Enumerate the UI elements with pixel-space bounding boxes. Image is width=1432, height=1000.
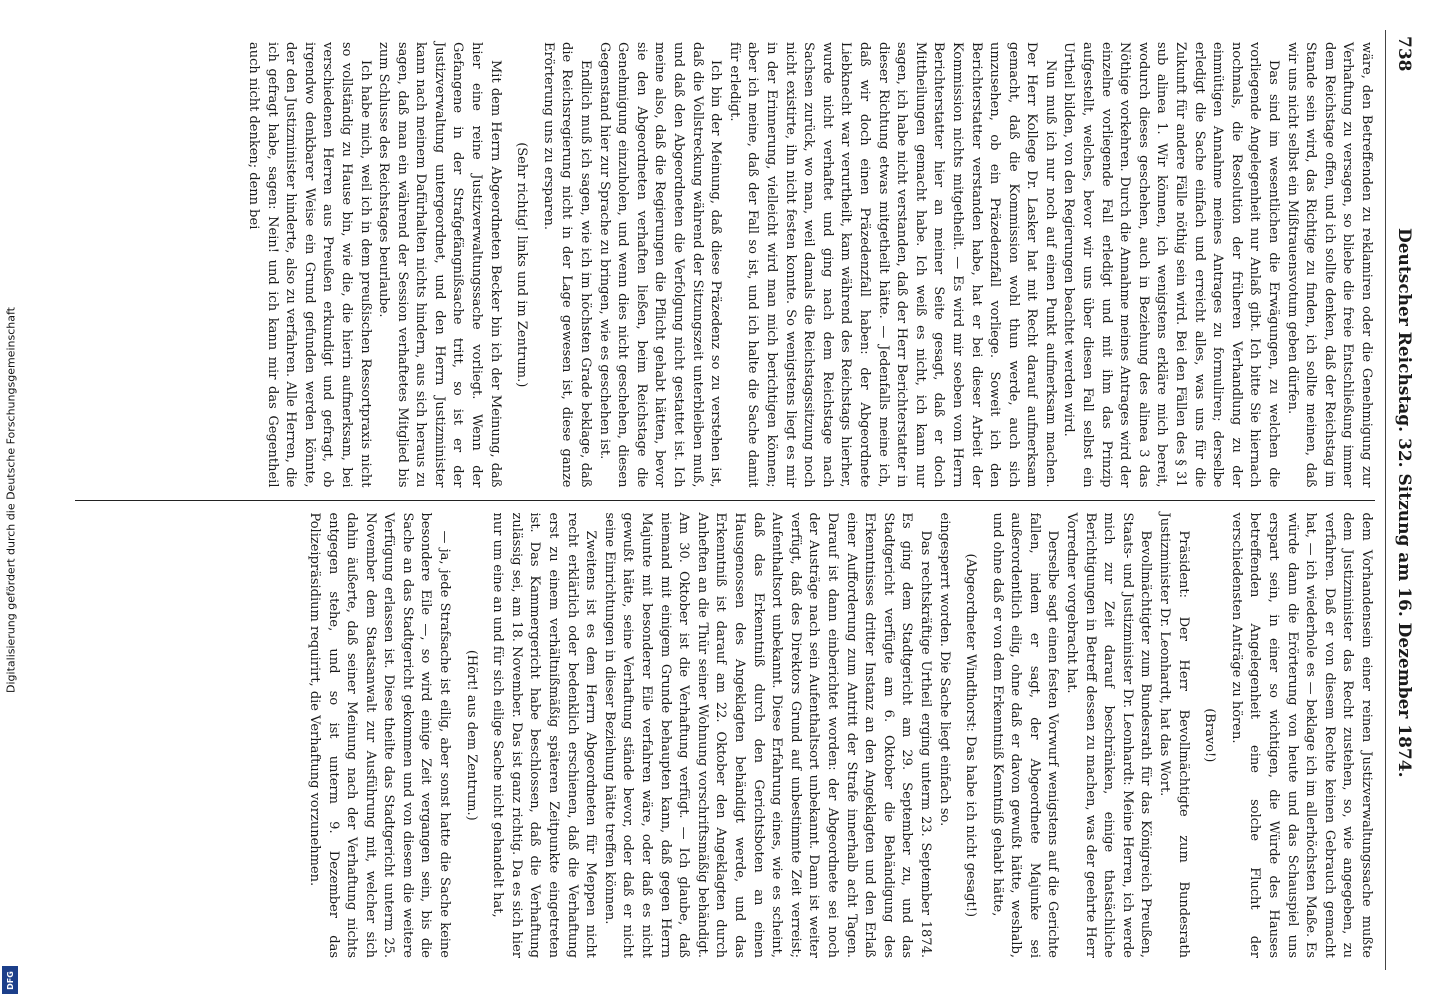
scanned-page [22,0,1432,1000]
paragraph: Das sind im wesentlichen die Erwägungen, zu welchen die vorliegende Angelegenheit nur Anlaß gibt. Ich bitte Sie hiernach nochmals, die Resolution der früheren Verhandlung zu der einmütigen Annahme meines Antrages zu formuliren; derselbe erledigt die Sache einfach und erreicht alles, was uns für die Zukunft für andere Fälle nöthig sein wird. Bei den Fällen des § 31 sub alinea 1. Wir können, ich wenigstens erkläre mich bereit, wodurch dieses geschehen, auch in Beziehung des alinea 3 das Nöthige vorkehren. Durch die Annahme meines Antrages wird der einzelne vorliegende Fall erledigt und mit ihm das Prinzip aufgestellt, welches, bevor wir uns über diesen Fall selbst ein Urtheil bilden, von den Regierungen beachtet werden wird. [1061,42,1282,488]
digitization-credit-text: Digitalisierung gefördert durch die Deutsche Forschungsgemeinschaft [4,307,18,693]
page-title: Deutscher Reichstag. 32. Sitzung am 16. Dezember 1874. [1394,227,1414,778]
paragraph: eingesperrt worden. Die Sache liegt einfach so. [936,512,952,827]
dfg-logo-text: DFG [5,970,15,990]
applause-note: (Sehr richtig! links und im Zentrum.) [514,142,530,388]
paragraph: Endlich muß ich sagen, wie ich im höchsten Grade beklage, daß die Reichsregierung nicht in der Lage gewesen ist, diese ganze Erörterung uns zu ersparen. [540,42,594,488]
president-paragraph: Präsident: Der Herr Bevollmächtigte zum Bundesrath Justizminister Dr. Leonhardt, hat das Wort. [1157,512,1191,958]
text-columns [75,30,1375,970]
interjection-note: (Abgeordneter Windthorst: Das habe ich nicht gesagt!) [963,553,979,918]
dfg-logo-icon [2,966,18,994]
paragraph: Ich habe mich, weil ich in dem preußischen Ressortpraxis nicht so vollständig zu Hause bin, wie die, die hierin aufmerksam, bei verschiedenen Herren aus Preußen erkundigt und gefragt, ob irgendwo denkbarer Weise ein Grund gefunden werden könnte, der den Justizminister hinderte, also zu verfahren. Alle Herren, die ich gefragt habe, sagen: Nein! und ich kann mir das Gegentheil auch nicht denken; denn bei [245,42,373,488]
interjection-note: (Hört! aus dem Zentrum.) [463,649,479,821]
paragraph: Mit dem Herrn Abgeordneten Becker bin ich der Meinung, daß hier eine reine Justizverwaltungssache vorliegt. Wenn der Gefangene in der Strafgefängnißsache tritt, so ist er der Justizverwaltung untergeordnet, und den Herrn Justizminister kann nach meinem Dafürhalten nichts hindern, aus sich heraus zu sagen, daß man ein während der Session verhaftetes Mitglied bis zum Schlusse des Reichstages beurlaube. [376,42,503,488]
bravo-note: (Bravo!) [1202,708,1218,763]
digitization-credit-strip [0,0,22,1000]
paragraph: Das rechtskräftige Urtheil erging unterm 23. September 1874. Es ging dem Stadtgericht am 29. September zu, und das Stadtgericht verfügte am 6. Oktober die Behändigung des Erkenntnisses dritter Instanz an den Angeklagten und den Erlaß einer Aufforderung zum Antritt der Strafe innerhalb acht Tagen. Darauf ist dann einberichtet worden: der Abgeordnete sei noch der Austräge nach sein Aufenthaltsort unbekannt. Dann ist weiter verfügt, daß des Direktors Grund auf unbestimmte Zeit verreist; Aufenthaltsort unbekannt. Diese Erfahrung eines, wie es scheint, daß das Erkenntniß durch den Gerichtsboten an einen Hausgenossen des Angeklagten behändigt werde, und das Erkenntniß ist darauf am 22. Oktober den Angeklagten durch Anheften an die Thür seiner Wohnung vorschriftsmäßig behändigt. Am 30. Oktober ist die Verhaftung verfügt. — Ich glaube, daß niemand mit einigem Grunde behaupten kann, daß gegen Herrn Majunte mit besonderer Eile verfahren wäre, oder daß es nicht gewußt hätte, seine Verhaftung stände bevor, oder daß er nicht seine Einrichtungen in dieser Beziehung hätte treffen können. [601,512,933,958]
left-column [75,30,1375,500]
paragraph: dem Vorhandensein einer reinen Justizverwaltungssache mußte dem Justizminister das Recht zustehen, so, wie angegeben, zu verfahren. Daß er von diesem Rechte keinen Gebrauch gemacht hat, — ich wiederhole es — beklage ich im allerhöchsten Maße. Es würde dann die Erörterung von heute und das Schauspiel uns erspart sein, in einer so wichtigen, die Würde des Hauses betreffenden Angelegenheit eine solche Flucht der verschiedensten Anträge zu hören. [1228,512,1374,958]
paragraph: Zweitens ist es dem Herrn Abgeordneten für Meppen nicht recht erklärlich oder bedenklich erschienen, daß die Verhaftung erst zu einem verhältnißmäßig späteren Zeitpunkte eingetreten ist. Das Kammergericht habe beschlossen, daß die Verhaftung zulässig sei, am 18. November. Das ist ganz richtig. Da es sich hier nur um eine an und für sich eilige Sache nicht gehandelt hat, [490,512,599,958]
page-header [1385,30,1414,970]
paragraph: — ja, jede Strafsache ist eilig, aber sonst hatte die Sache keine besondere Eile —, so wird einige Zeit vergangen sein, bis die Sache an das Stadtgericht gekommen und von diesem die weitere Verfügung erlassen ist. Diese theilte das Stadtgericht unterm 25. November dem Staatsanwalt zur Ausführung mit, welcher sich dahin äußerte, daß seiner Meinung nach der Verhaftung nichts entgegen stehe, und so ist unterm 9. Dezember das Polizeipräsidium requirirt, die Verhaftung vorzunehmen. [306,512,453,958]
page-number: 738 [1394,36,1414,72]
paragraph: Bevollmächtigter zum Bundesrath für das Königreich Preußen, Staats- und Justizminister Dr. Leonhardt: Meine Herren, ich werde mich zur Zeit darauf beschränken, einige thatsächliche Berichtigungen in Betreff dessen zu machen, was der geehrte Herr Vorredner vorgebracht hat. [1064,512,1154,958]
paragraph: Nun muß ich nur noch auf einen Punkt aufmerksam machen. Der Herr Kollege Dr. Lasker hat mit Recht darauf aufmerksam gemacht, daß die Kommission wohl thun werde, auch sich umzusehen, ob ein Präzedenzfall vorliege. Soweit ich den Berichterstatter verstanden habe, hat er bei dieser Arbeit der Kommission nichts mitgetheilt. — Es wird mir soeben vom Herrn Berichterstatter hier an meiner Seite gesagt, daß er doch Mittheilungen gemacht habe. Ich weiß es nicht, ich kann nur sagen, ich habe nicht verstanden, daß der Herr Berichterstatter in dieser Richtung etwas mitgetheilt hätte. — Jedenfalls meine ich, daß wir doch einen Präzedenzfall haben: der Abgeordnete Liebknecht war verurtheilt, kam während des Reichstags hierher, wurde nicht verhaftet und ging nach dem Reichstage nach Sachsen zurück, wo man, weil damals die Reichstagssitzung noch nicht existirte, ihn nicht festen konnte. So wenigstens liegt es mir in der Erinnerung, vielleicht wird man mich berichtigen können; aber ich meine, daß der Fall so ist, und ich halte die Sache damit für erledigt. [726,42,1058,488]
paragraph: Ich bin der Meinung, daß diese Präzedenz so zu verstehen ist, daß die Vollstreckung während der Sitzungszeit unterbleiben muß, und daß den Abgeordneten die Verfolgung nicht gestattet ist. Ich meine also, daß die Regierungen die Pflicht gehabt hätten, bevor sie den Abgeordneten verhaften ließen, beim Reichstage die Genehmigung einzuholen, und wenn dies nicht geschehen, diesen Gegenstand hier zur Sprache zu bringen, wie es geschehen ist. [596,42,724,488]
paragraph: wäre, den Betreffenden zu reklamiren oder die Genehmigung zur Verhaftung zu versagen, so bliebe die freie Entschließung immer dem Reichstage offen, und ich sollte denken, daß der Reichstag im Stande sein wird, das Richtige zu finden, ich sollte meinen, daß wir uns nicht selbst ein Mißtrauensvotum geben dürfen. [1284,42,1374,488]
paragraph: Derselbe sagt einen festen Vorwurf wenigstens auf die Gerichte fallen, indem er sagt, der Abgeordnete Majunke sei außerordentlich eilig, ohne daß er davon gewußt hätte, weshalb, und ohne daß er von dem Erkenntniß Kenntniß gehabt hätte, [989,512,1061,958]
right-column [75,500,1375,971]
